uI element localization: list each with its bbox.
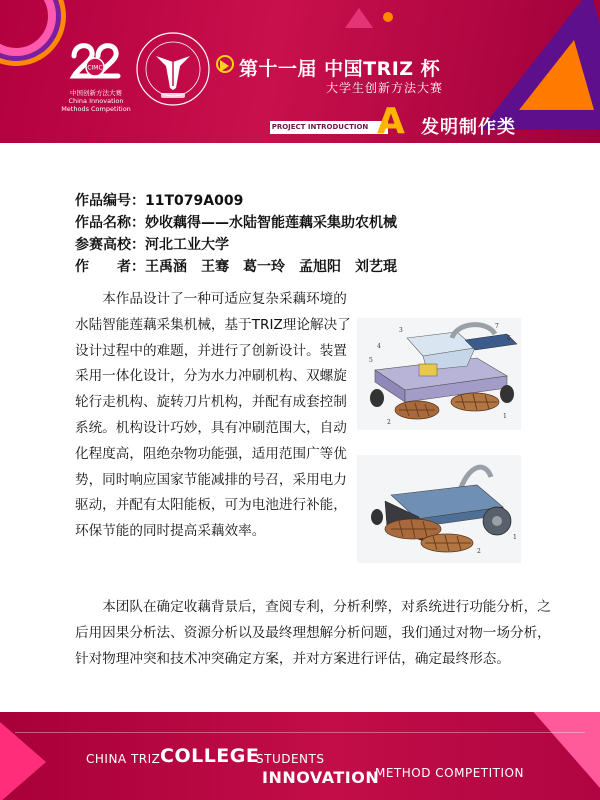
header-banner xyxy=(0,0,600,143)
fig1-label: 4 xyxy=(377,343,381,350)
info-value: 河北工业大学 xyxy=(145,237,229,253)
fig2-label: 1 xyxy=(513,534,517,541)
decorative-ring xyxy=(0,0,56,56)
category-letter: A xyxy=(377,101,405,142)
fig2-label: 2 xyxy=(477,548,481,555)
footer-method-competition: METHOD COMPETITION xyxy=(375,766,524,780)
footer-divider xyxy=(15,732,585,733)
footer-china-triz: CHINA TRIZ xyxy=(86,752,161,766)
info-value: 王禹涵 王骞 葛一玲 孟旭阳 刘艺琨 xyxy=(145,259,397,275)
cimc-logo-icon xyxy=(66,38,124,86)
description-paragraph-2: 本团队在确定收藕背景后，查阅专利，分析利弊，对系统进行功能分析，之后用因果分析法、资源分析以及最终理想解分析问题，我们通过对物一场分析，针对物理冲突和技术冲突确定方案，并对方案进行评估，确定最终形态。 xyxy=(75,599,551,667)
decorative-triangle-inner xyxy=(519,40,594,110)
competition-title: 第十一届 中国TRIZ 杯 xyxy=(239,58,441,80)
cimc-logo-text: CIMC xyxy=(87,64,103,72)
info-row-name xyxy=(75,212,555,234)
college-seal-logo-icon xyxy=(134,30,212,108)
decorative-triangle-right xyxy=(530,712,600,788)
info-row-authors xyxy=(75,256,555,278)
info-label: 作品名称： xyxy=(75,215,145,231)
cimc-caption-cn: 中国创新方法大赛 xyxy=(70,89,122,97)
cimc-caption-en1: China Innovation xyxy=(68,97,124,105)
info-label: 作品编号： xyxy=(75,193,145,209)
decorative-dot xyxy=(383,12,393,22)
cimc-caption-en2: Methods Competition xyxy=(61,105,131,113)
category-label: 发明制作类 xyxy=(421,117,516,138)
footer-innovation: INNOVATION xyxy=(262,768,380,787)
fig1-label: 1 xyxy=(503,413,507,420)
project-info xyxy=(75,190,555,278)
machine-figure-2 xyxy=(357,455,521,563)
play-icon xyxy=(220,60,229,72)
fig1-label: 2 xyxy=(387,419,391,426)
info-row-id xyxy=(75,190,555,212)
info-row-school xyxy=(75,234,555,256)
footer-students: STUDENTS xyxy=(256,752,325,766)
fig1-label: 3 xyxy=(399,327,403,334)
info-label: 作 者： xyxy=(75,259,145,275)
decorative-triangle-left xyxy=(0,722,46,800)
info-value: 11T079A009 xyxy=(145,193,244,209)
description-paragraph-1: 本作品设计了一种可适应复杂采藕环境的水陆智能莲藕采集机械，基于TRIZ理论解决了设计过程中的难题，并进行了创新设计。装置采用一体化设计，分为水力冲刷机构、双螺旋轮行走机构、旋转刀片机构，并配有成套控制系统。机构设计巧妙，具有冲刷范围大，自动化程度高，阻绝杂物功能强，适用范围广等优势，同时响应国家节能减排的号召，采用电力驱动，并配有太阳能板，可为电池进行补能，环保节能的同时提高采藕效率。 xyxy=(75,291,351,540)
project-intro-label: PROJECT INTRODUCTION xyxy=(271,123,369,131)
cimc-logo-caption xyxy=(58,89,134,113)
machine-figure-1 xyxy=(357,318,521,430)
fig1-label: 6 xyxy=(507,335,511,342)
footer-banner xyxy=(0,712,600,800)
info-label: 参赛高校： xyxy=(75,237,145,253)
footer-college: COLLEGE xyxy=(160,745,260,767)
info-value: 妙收藕得——水陆智能莲藕采集助农机械 xyxy=(145,215,397,231)
fig1-label: 5 xyxy=(369,357,373,364)
decorative-small-triangle xyxy=(345,8,373,28)
competition-subtitle: 大学生创新方法大赛 xyxy=(326,81,444,95)
fig1-label: 7 xyxy=(495,323,499,330)
